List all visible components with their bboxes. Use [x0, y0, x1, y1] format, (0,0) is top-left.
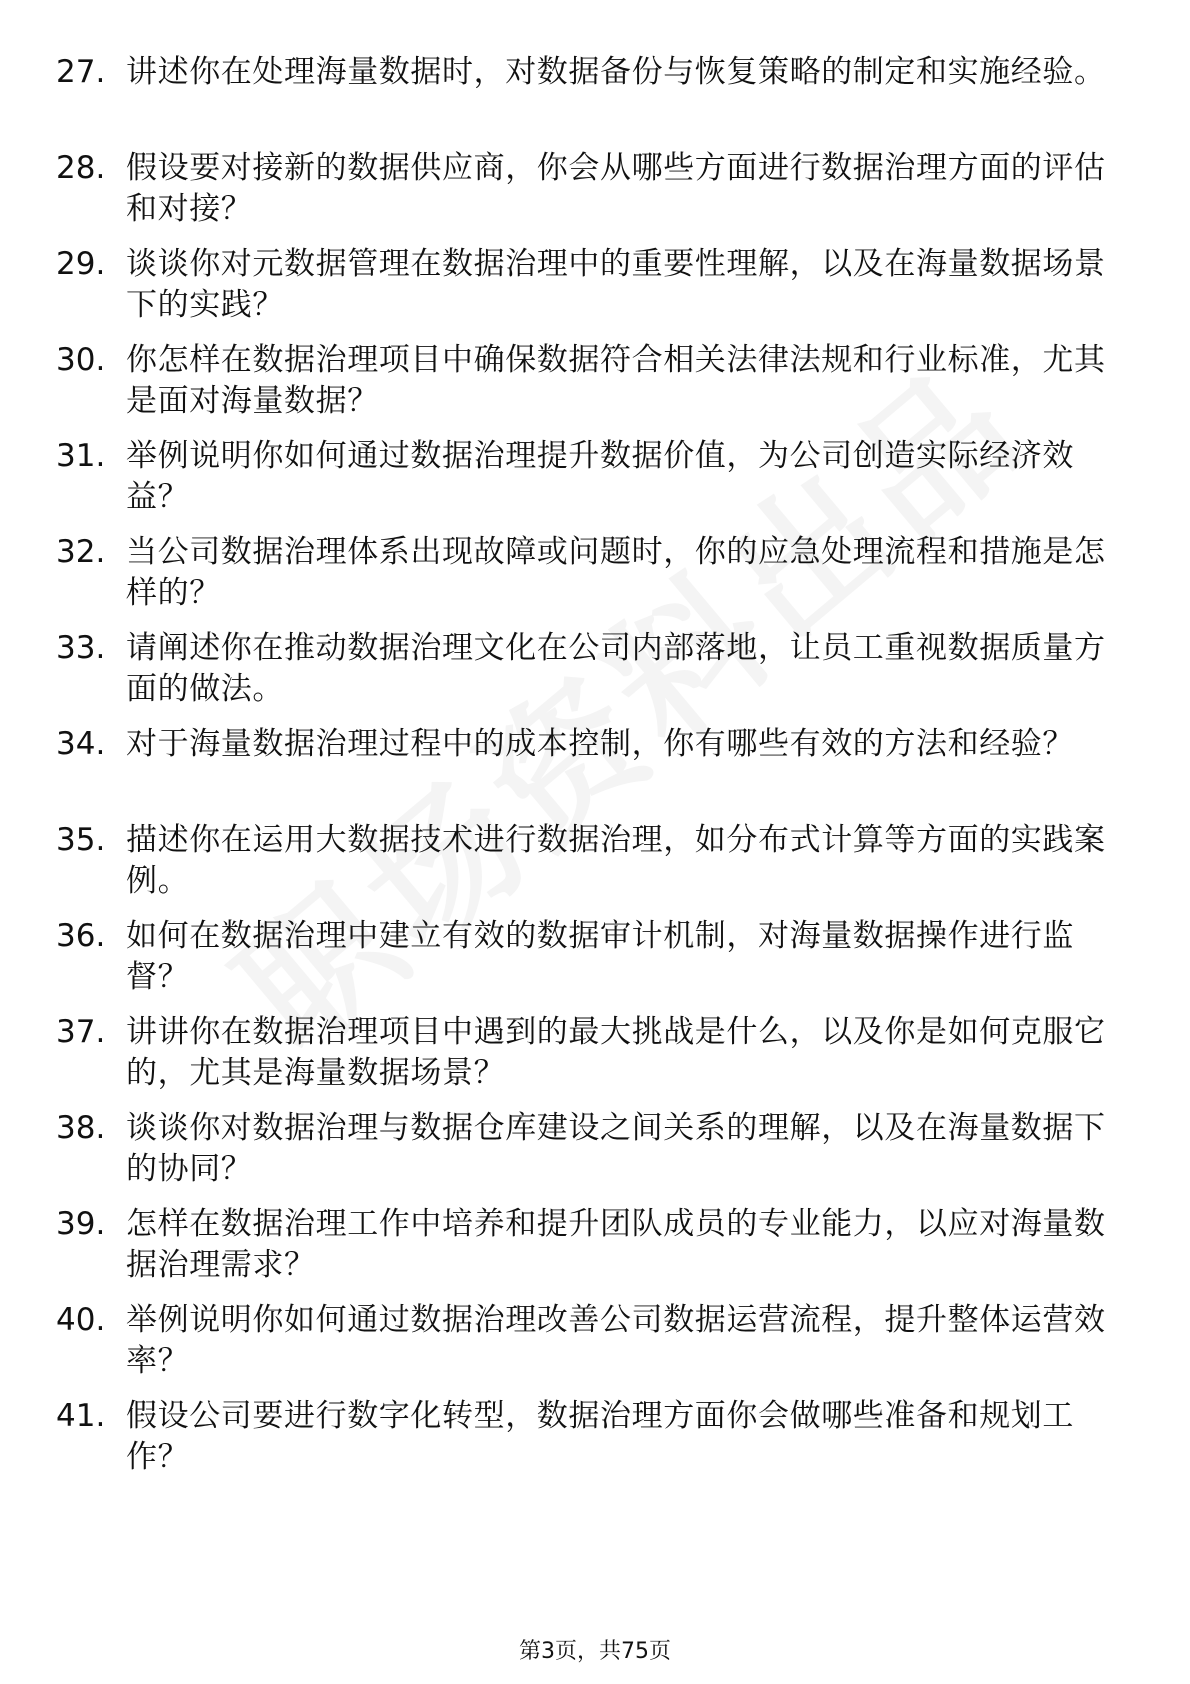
question-number: 29. [56, 246, 106, 282]
question-text: 谈谈你对数据治理与数据仓库建设之间关系的理解，以及在海量数据下的协同？ [126, 1110, 1106, 1187]
question-text: 举例说明你如何通过数据治理提升数据价值，为公司创造实际经济效益？ [126, 438, 1074, 515]
question-text: 对于海量数据治理过程中的成本控制，你有哪些有效的方法和经验？ [126, 726, 1074, 762]
question-number: 39. [56, 1206, 106, 1242]
list-item [0, 532, 1190, 624]
question-number: 40. [56, 1302, 106, 1338]
question-number: 27. [56, 54, 106, 90]
question-number: 30. [56, 342, 106, 378]
list-item [0, 724, 1190, 816]
question-number: 41. [56, 1398, 106, 1434]
page-number-footer: 第3页，共75页 [519, 1639, 671, 1664]
list-item [0, 436, 1190, 528]
question-text: 假设要对接新的数据供应商，你会从哪些方面进行数据治理方面的评估和对接？ [126, 150, 1106, 227]
question-number: 34. [56, 726, 106, 762]
list-item [0, 340, 1190, 432]
list-item [0, 244, 1190, 336]
question-number: 32. [56, 534, 106, 570]
list-item [0, 148, 1190, 240]
list-item [0, 1012, 1190, 1104]
question-number: 35. [56, 822, 106, 858]
list-item [0, 1108, 1190, 1200]
question-number: 36. [56, 918, 106, 954]
list-item [0, 52, 1190, 144]
question-number: 31. [56, 438, 106, 474]
question-text: 谈谈你对元数据管理在数据治理中的重要性理解，以及在海量数据场景下的实践？ [126, 246, 1106, 323]
list-item [0, 916, 1190, 1008]
question-text: 如何在数据治理中建立有效的数据审计机制，对海量数据操作进行监督？ [126, 918, 1074, 995]
question-text: 你怎样在数据治理项目中确保数据符合相关法律法规和行业标准，尤其是面对海量数据？ [126, 342, 1106, 419]
question-text: 请阐述你在推动数据治理文化在公司内部落地，让员工重视数据质量方面的做法。 [126, 630, 1106, 707]
question-text: 描述你在运用大数据技术进行数据治理，如分布式计算等方面的实践案例。 [126, 822, 1106, 899]
list-item [0, 820, 1190, 912]
list-item [0, 1300, 1190, 1392]
question-number: 38. [56, 1110, 106, 1146]
question-text: 讲述你在处理海量数据时，对数据备份与恢复策略的制定和实施经验。 [126, 54, 1106, 90]
question-text: 讲讲你在数据治理项目中遇到的最大挑战是什么，以及你是如何克服它的，尤其是海量数据场景？ [126, 1014, 1106, 1091]
question-text: 举例说明你如何通过数据治理改善公司数据运营流程，提升整体运营效率？ [126, 1302, 1106, 1379]
question-text: 假设公司要进行数字化转型，数据治理方面你会做哪些准备和规划工作？ [126, 1398, 1074, 1475]
list-item [0, 1396, 1190, 1488]
question-text: 当公司数据治理体系出现故障或问题时，你的应急处理流程和措施是怎样的？ [126, 534, 1106, 611]
question-number: 28. [56, 150, 106, 186]
question-text: 怎样在数据治理工作中培养和提升团队成员的专业能力，以应对海量数据治理需求？ [126, 1206, 1106, 1283]
question-number: 33. [56, 630, 106, 666]
list-item [0, 628, 1190, 720]
question-number: 37. [56, 1014, 106, 1050]
list-item [0, 1204, 1190, 1296]
